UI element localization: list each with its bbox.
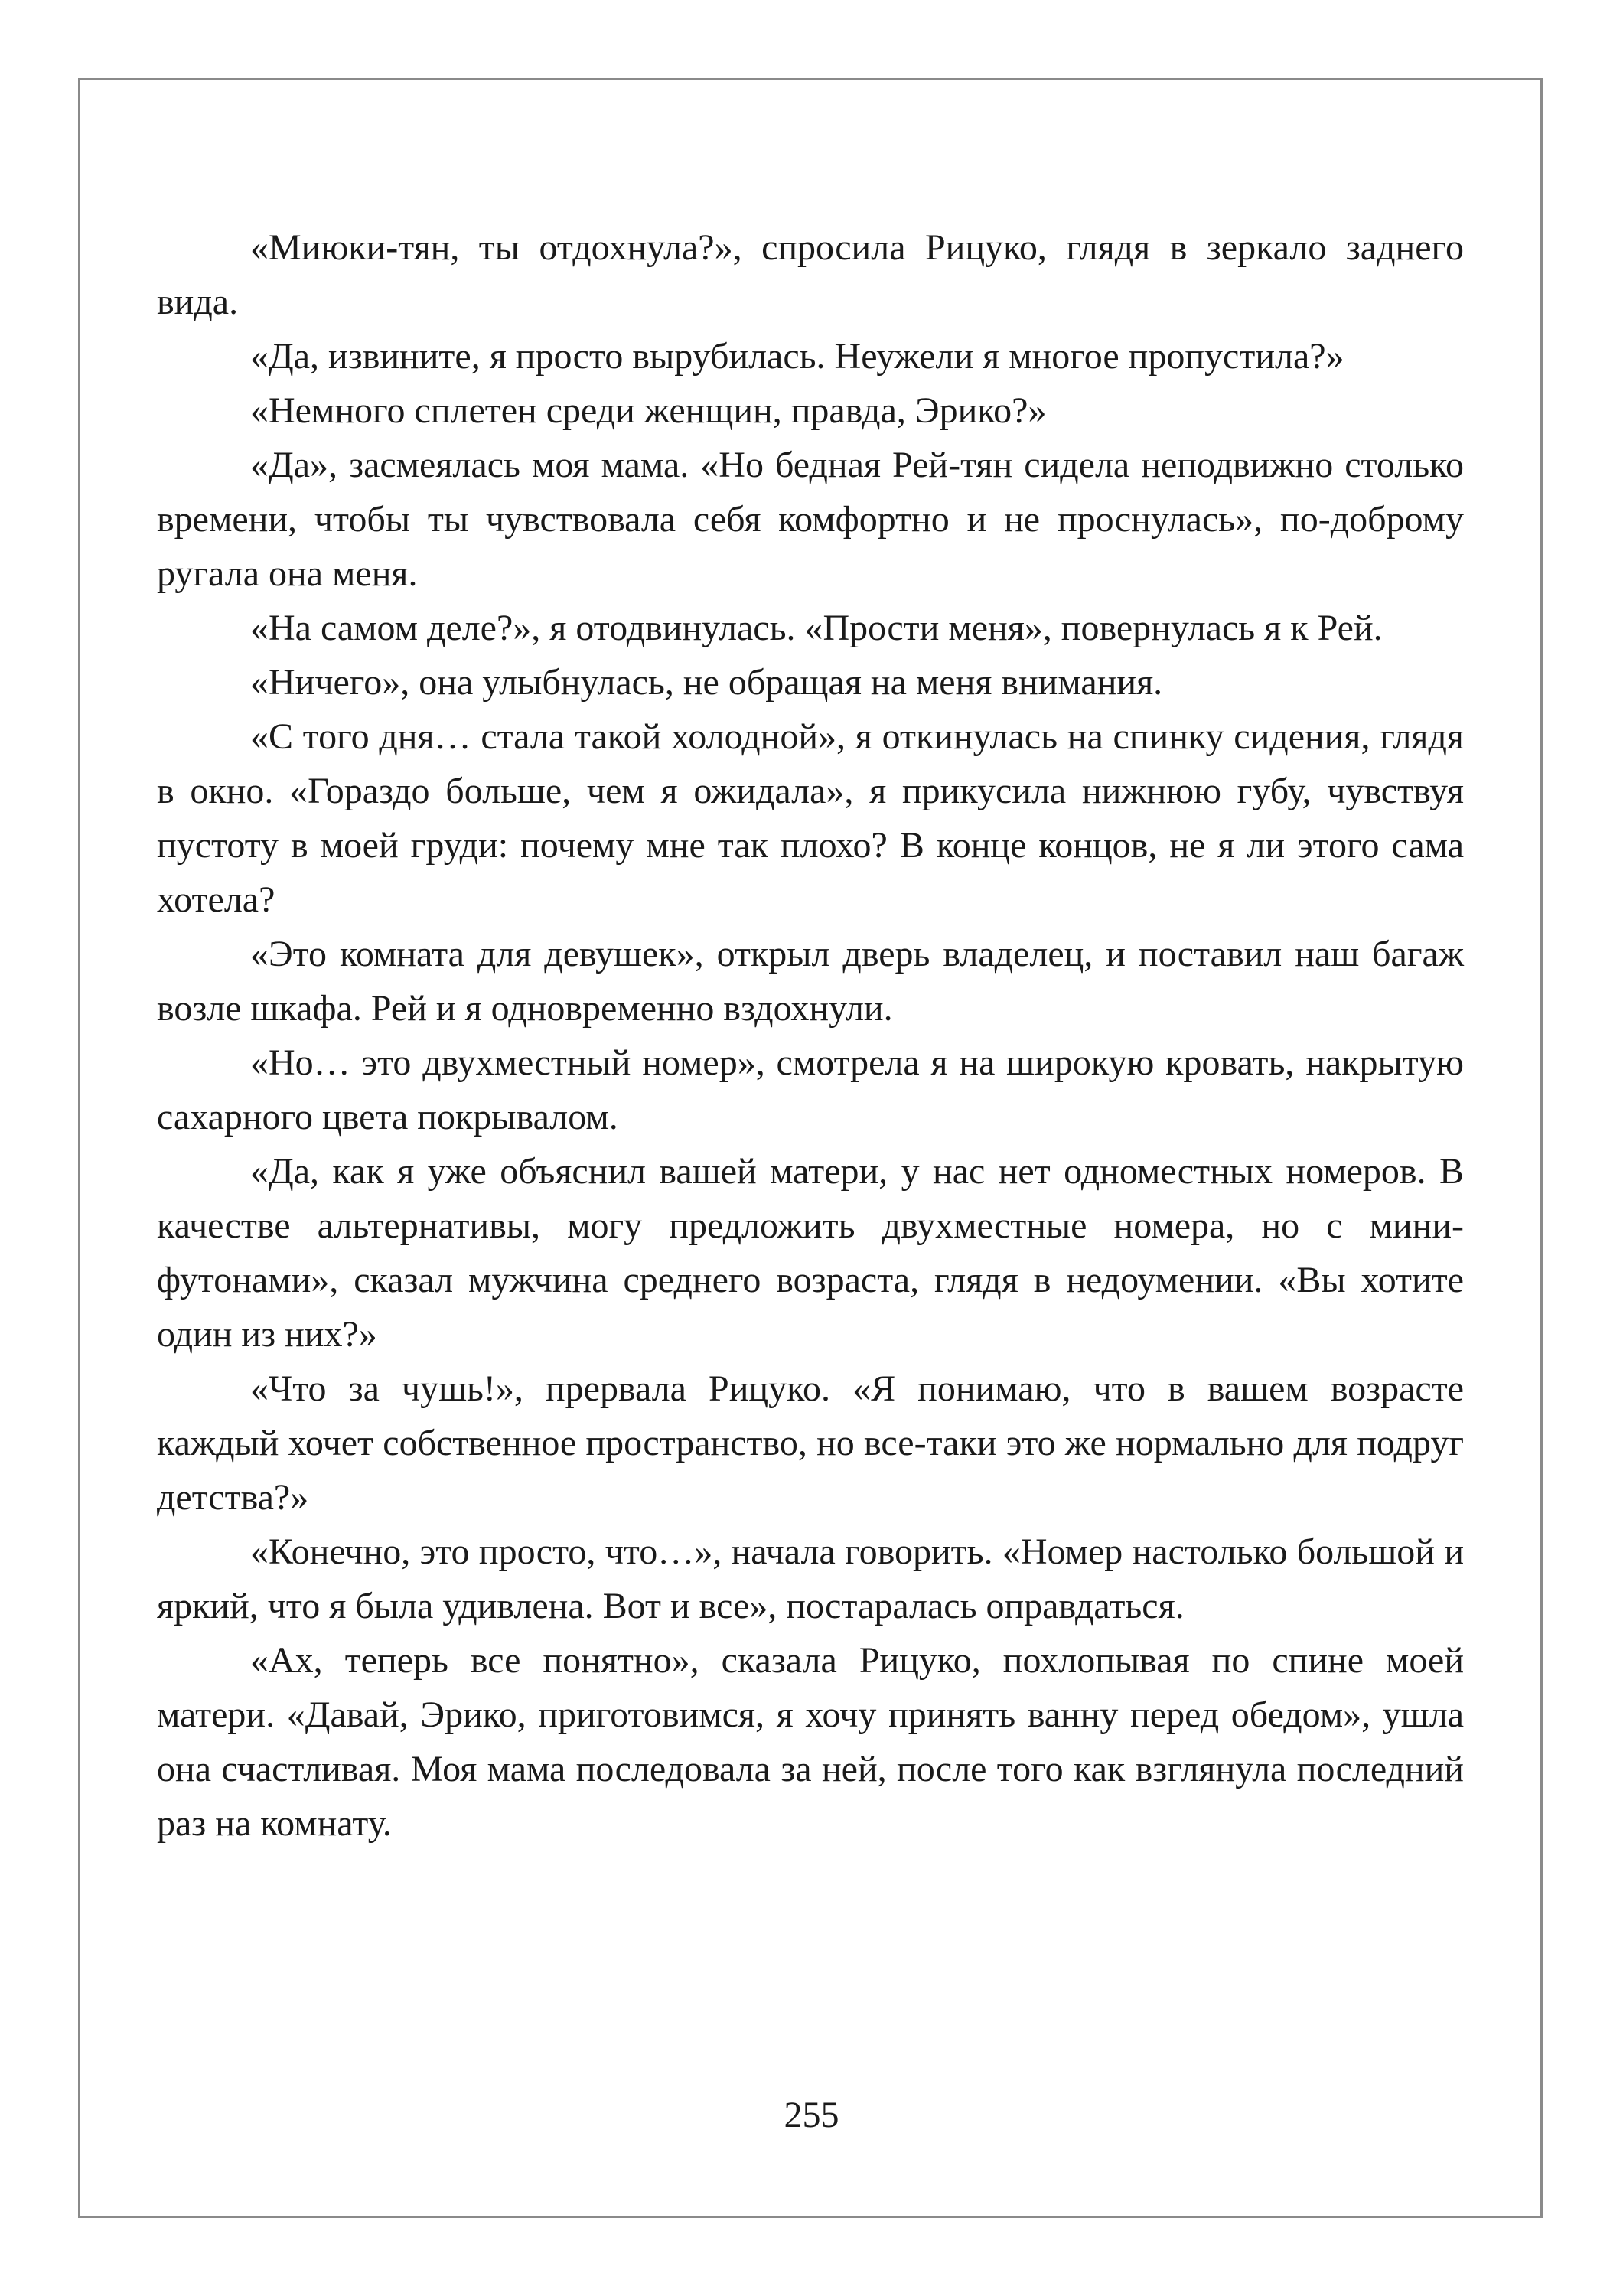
page-number: 255	[784, 2095, 839, 2135]
paragraph: «Да», засмеялась моя мама. «Но бедная Рей-тян сидела неподвижно столько времени, чтобы ты чувствовала себя комфортно и не проснулась», по-доброму ругала она меня.	[157, 445, 1464, 594]
paragraph: «Ах, теперь все понятно», сказала Рицуко, похлопывая по спине моей матери. «Давай, Эрико, приготовимся, я хочу принять ванну перед обедом», ушла она счастливая. Моя мама последовала за ней, после того как взглянула последний раз на комнату.	[157, 1640, 1464, 1844]
paragraph: «Но… это двухместный номер», смотрела я на широкую кровать, накрытую сахарного цвета покрывалом.	[157, 1042, 1464, 1137]
paragraph: «Что за чушь!», прервала Рицуко. «Я понимаю, что в вашем возрасте каждый хочет собственное пространство, но все-таки это же нормально для подруг детства?»	[157, 1368, 1464, 1518]
paragraph: «С того дня… стала такой холодной», я откинулась на спинку сидения, глядя в окно. «Гораздо больше, чем я ожидала», я прикусила нижнюю губу, чувствуя пустоту в моей груди: почему мне так плохо? В конце концов, не я ли этого сама хотела?	[157, 716, 1464, 920]
paragraph: «Немного сплетен среди женщин, правда, Эрико?»	[250, 390, 1047, 431]
paragraph: «На самом деле?», я отодвинулась. «Прости меня», повернулась я к Рей.	[250, 608, 1383, 648]
paragraph: «Ничего», она улыбнулась, не обращая на меня внимания.	[250, 662, 1163, 703]
paragraph: «Да, как я уже объяснил вашей матери, у нас нет одноместных номеров. В качестве альтернативы, могу предложить двухместные номера, но с мини-футонами», сказал мужчина среднего возраста, глядя в недоумении. «Вы хотите один из них?»	[157, 1151, 1464, 1355]
text-block	[157, 220, 1464, 1851]
paragraph: «Миюки-тян, ты отдохнула?», спросила Рицуко, глядя в зеркало заднего вида.	[157, 227, 1464, 322]
paragraph: «Да, извините, я просто вырубилась. Неужели я многое пропустила?»	[250, 336, 1344, 377]
paragraph: «Это комната для девушек», открыл дверь владелец, и поставил наш багаж возле шкафа. Рей и я одновременно вздохнули.	[157, 934, 1464, 1029]
paragraph: «Конечно, это просто, что…», начала говорить. «Номер настолько большой и яркий, что я была удивлена. Вот и все», постаралась оправдаться.	[157, 1531, 1464, 1626]
